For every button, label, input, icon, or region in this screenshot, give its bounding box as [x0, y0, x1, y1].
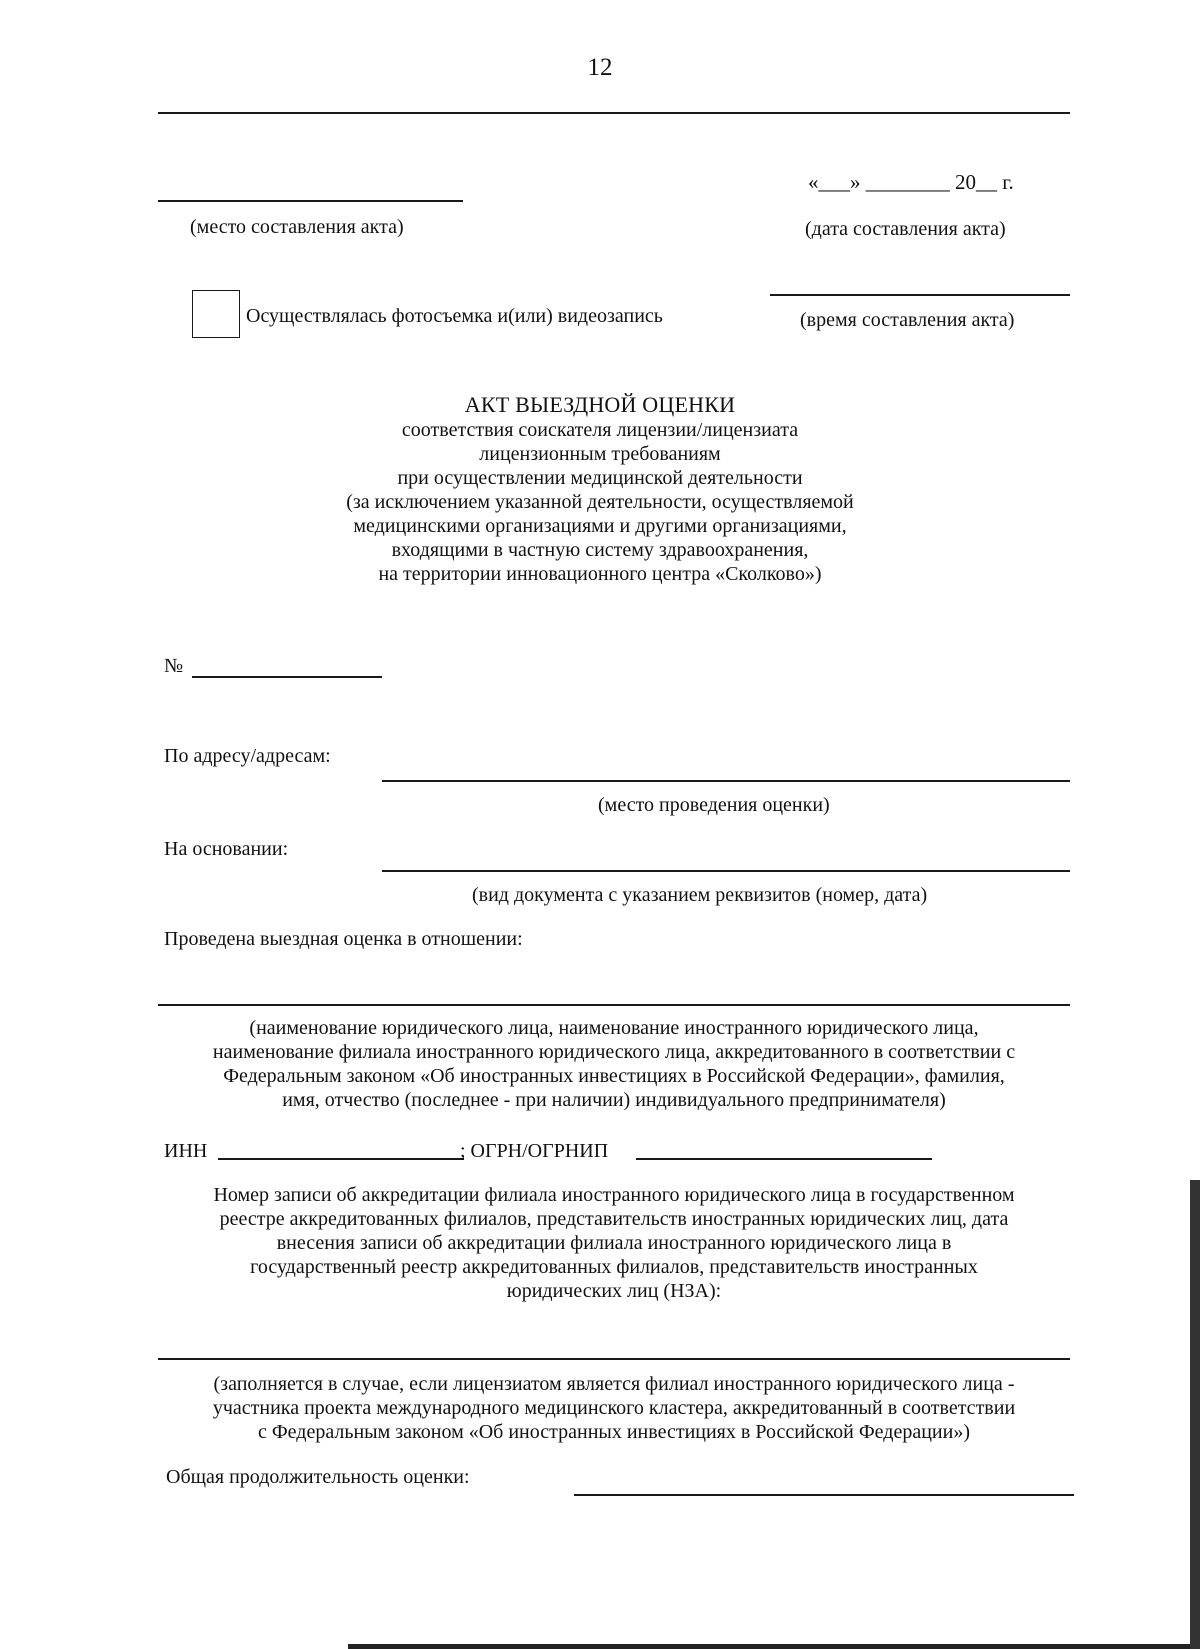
- subject-caption-line: имя, отчество (последнее - при наличии) индивидуального предпринимателя): [282, 1089, 946, 1111]
- scan-edge: [348, 1644, 1200, 1649]
- number-label: №: [164, 655, 184, 677]
- record-line: внесения записи об аккредитации филиала иностранного юридического лица в: [276, 1232, 952, 1254]
- subject-caption: [158, 1016, 1070, 1112]
- record-line: государственный реестр аккредитованных филиалов, представительств иностранных: [250, 1256, 978, 1278]
- record-caption-line: участника проекта международного медицинского кластера, аккредитованный в соответствии: [212, 1397, 1016, 1419]
- basis-label: На основании:: [164, 838, 289, 860]
- date-caption: (дата составления акта): [805, 218, 1006, 240]
- duration-line[interactable]: [574, 1494, 1074, 1496]
- address-label: По адресу/адресам:: [164, 745, 331, 767]
- title-line: лицензионным требованиям: [479, 443, 721, 465]
- inn-label: ИНН: [164, 1140, 208, 1162]
- title-line: на территории инновационного центра «Сколково»): [378, 563, 822, 585]
- title-line: (за исключением указанной деятельности, осуществляемой: [346, 491, 854, 513]
- title-line: медицинскими организациями и другими организациями,: [353, 515, 847, 537]
- record-caption: [158, 1372, 1070, 1444]
- record-line: реестре аккредитованных филиалов, представительств иностранных юридических лиц, дата: [219, 1208, 1009, 1230]
- subject-label: Проведена выездная оценка в отношении:: [164, 928, 523, 950]
- record-line-blank[interactable]: [158, 1358, 1070, 1360]
- title-line: соответствия соискателя лицензии/лицензиата: [401, 419, 799, 441]
- ogrn-line[interactable]: [636, 1158, 932, 1160]
- ogrn-label: ; ОГРН/ОГРНИП: [460, 1140, 609, 1162]
- duration-label: Общая продолжительность оценки:: [166, 1466, 470, 1488]
- scan-edge-right: [1190, 1180, 1200, 1649]
- record-caption-line: (заполняется в случае, если лицензиатом является филиал иностранного юридического лица -: [213, 1373, 1015, 1395]
- header-rule: [158, 112, 1070, 114]
- time-caption: (время составления акта): [800, 309, 1015, 331]
- photo-video-checkbox[interactable]: [192, 290, 240, 338]
- title-line: при осуществлении медицинской деятельности: [397, 467, 803, 489]
- address-line[interactable]: [382, 780, 1070, 782]
- place-caption: (место составления акта): [190, 216, 404, 238]
- page-number: 12: [587, 54, 613, 81]
- date-field[interactable]: «___» ________ 20__ г.: [808, 170, 1014, 194]
- record-line: юридических лиц (НЗА):: [506, 1280, 722, 1302]
- time-line[interactable]: [770, 294, 1070, 296]
- title-line: входящими в частную систему здравоохранения,: [391, 539, 809, 561]
- number-line[interactable]: [192, 676, 382, 678]
- basis-line[interactable]: [382, 870, 1070, 872]
- subject-caption-line: наименование филиала иностранного юридического лица, аккредитованного в соответствии с: [212, 1041, 1016, 1063]
- inn-line[interactable]: [218, 1158, 464, 1160]
- photo-video-label: Осуществлялась фотосъемка и(или) видеозапись: [246, 305, 663, 327]
- record-line: Номер записи об аккредитации филиала иностранного юридического лица в государственном: [213, 1184, 1015, 1206]
- doc-title: АКТ ВЫЕЗДНОЙ ОЦЕНКИ: [464, 392, 736, 417]
- record-caption-line: с Федеральным законом «Об иностранных инвестициях в Российской Федерации»): [257, 1421, 970, 1443]
- subject-caption-line: Федеральным законом «Об иностранных инвестициях в Российской Федерации», фамилия,: [223, 1065, 1005, 1087]
- title-block: [200, 392, 1000, 586]
- record-paragraph: [158, 1183, 1070, 1303]
- subject-caption-line: (наименование юридического лица, наименование иностранного юридического лица,: [249, 1017, 979, 1039]
- address-caption: (место проведения оценки): [598, 794, 830, 816]
- place-line[interactable]: [158, 200, 463, 202]
- basis-caption: (вид документа с указанием реквизитов (номер, дата): [472, 884, 928, 906]
- subject-line[interactable]: [158, 1004, 1070, 1006]
